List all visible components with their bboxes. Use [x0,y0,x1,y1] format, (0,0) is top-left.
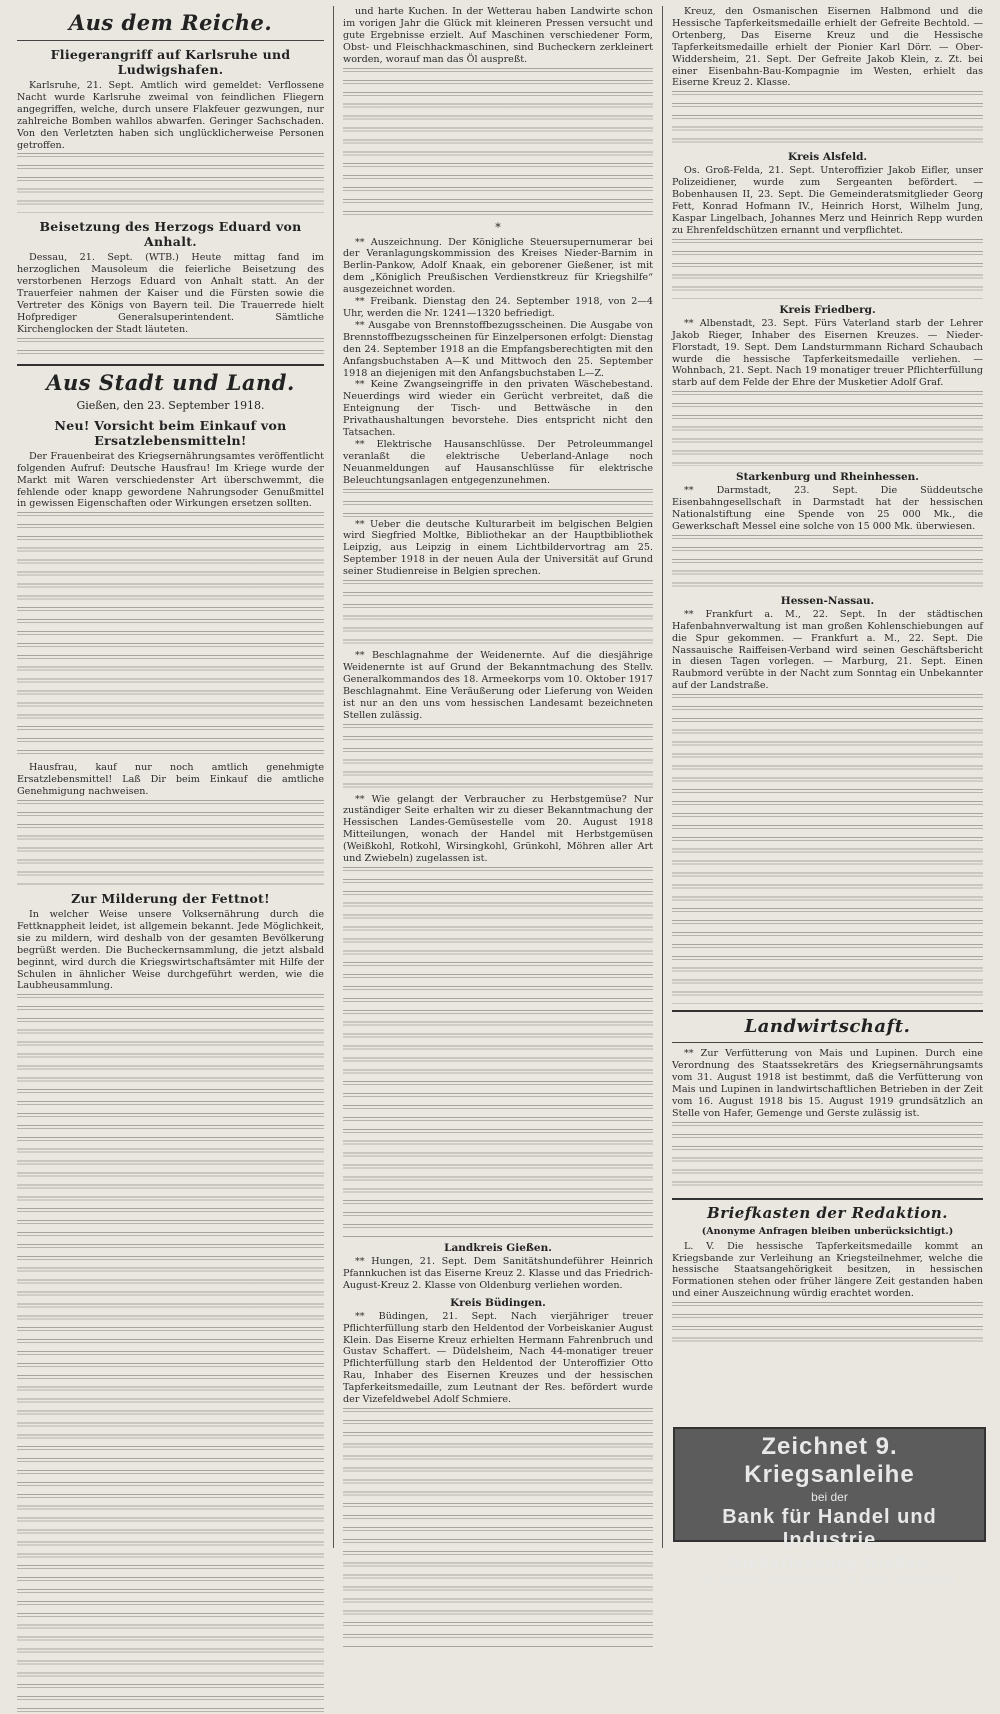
headline-landkreis-giessen: Landkreis Gießen. [444,1241,552,1254]
headline-kreis-alsfeld: Kreis Alsfeld. [787,151,868,164]
dense-text-block [17,512,324,762]
article-waesche: ** Keine Zwangseingriffe in den privaten Wäschebestand. Neuerdings wird wieder ein Gerücht verbreitet, daß die Enteignung der Tisch- und Bettwäsche in den Privathaushaltungen bevorstehe. Dies entspricht nicht den Tatsachen. [343,379,653,439]
headline-vorsicht: Neu! Vorsicht beim Einkauf von Ersatzlebensmitteln! [54,417,287,448]
column-middle [333,6,662,1548]
headline-kreis-buedingen: Kreis Büdingen. [450,1296,546,1309]
headline-kreis-friedberg: Kreis Friedberg. [779,303,876,316]
article-herbstgemuese: ** Wie gelangt der Verbraucher zu Herbstgemüse? Nur zuständiger Seite erhalten wir zu dieser Bekanntmachung der Hessischen Landes-Gemüsestelle vom 20. August 1918 Mitteilungen, wonach der Handel mit Herbstgemüsen (Weißkohl, Rotkohl, Wirsingkohl, Grünkohl, Möhren aller Art und Zwiebeln) zugelassen ist. [343,793,653,865]
article-auszeichnung: ** Auszeichnung. Der Königliche Steuersupernumerar bei der Veranlagungskommission des Kreises Nieder-Barnim in Berlin-Pankow, Adolf Knaak, ein geborener Gießener, ist mit dem „Königlich Preußischen Verdienstkreuz für Kriegshilfe“ ausgezeichnet worden. [343,236,653,296]
dense-text-block [672,391,983,466]
dense-text-block [343,68,653,218]
dense-text-block [672,1122,983,1192]
article-landwirtschaft: ** Zur Verfütterung von Mais und Lupinen. Durch eine Verordnung des Staatssekretärs des Kriegsernährungsamts vom 31. August 1918 ist bestimmt, daß die Verfütterung von Mais und Lupinen in landwirtschaftlichen Betrieben in der Zeit vom 16. August 1918 bis 15. August 1919 grundsätzlich an Stelle von Hafer, Gemenge und Gerste zulässig ist. [672,1048,983,1119]
section-title-briefkasten: Briefkasten der Redaktion. [707,1203,948,1222]
column-right [662,6,992,1586]
dense-text-block [17,994,324,1714]
article-nassau: ** Frankfurt a. M., 22. Sept. In der städtischen Hafenbahnverwaltung ist man großen Kohlenschiebungen auf die Spur gekommen. — Frankfurt a. M., 22. Sept. Die Nassauische Raiffeisen-Verband wird seinen Geschäftsbericht in diesen Tagen vorlegen. — Marburg, 21. Sept. Einen Raubmord verübte in der Nacht zum Sonntag ein Unbekannter auf der Landstraße. [672,608,983,692]
article-brennstoff: ** Ausgabe von Brennstoffbezugsscheinen. Die Ausgabe von Brennstoffbezugsscheinen für Einzelpersonen erfolgt: Dienstag den 24. September 1918 an die Empfangsberechtigten mit den Anfangsbuchstaben A—K und Mittwoch den 25. September 1918 an diejenigen mit den Anfangsbuchstaben L—Z. [343,319,653,379]
headline-hessen-nassau: Hessen-Nassau. [780,594,875,607]
divider [672,1198,983,1200]
article-alsfeld: Os. Groß-Felda, 21. Sept. Unteroffizier Jakob Eifler, unser Polizeidiener, wurde zum Sergeanten befördert. — Bobenhausen II, 23. Sept. Die Gemeinderatsmitglieder Georg Fett, Konrad Hofmann IV., Heinrich Horst, Wilhelm Jung, Kaspar Lingelbach, Johannes Merz und Heinrich Repp wurden zu Ehrenfeldschützen ernannt und verpflichtet. [672,165,983,236]
dense-text-block [17,800,324,885]
article-hausfrau: Hausfrau, kauf nur noch amtlich genehmigte Ersatzlebensmittel! Laß Dir beim Einkauf die amtliche Genehmigung nachweisen. [17,762,324,798]
ad-address: in Gießen, Johannesstr. 1, Ecke Neuenweg [703,1574,956,1586]
divider [17,364,324,366]
article-friedberg: ** Albenstadt, 23. Sept. Fürs Vaterland starb der Lehrer Jakob Rieger, Inhaber des Eisernen Kreuzes. — Nieder-Florstadt, 19. Sept. Dem Landsturmmann Richard Schaubach wurde die hessische Tapferkeitsmedaille verliehen. — Wohnbach, 21. Sept. Nach 19 monatiger treuer Pflichterfüllung starb auf dem Felde der Ehre der Musketier Adolf Graf. [672,317,983,389]
article-kulturarbeit: ** Ueber die deutsche Kulturarbeit im belgischen Belgien wird Siegfried Moltke, Bibliothekar an der Hauptbibliothek Leipzig, aus Leipzig in einem Lichtbildervortrag am 25. September 1918 in der neuen Aula der Universität auf Grund seiner Studienreise in Belgien sprechen. [343,518,653,578]
article-buedingen: ** Büdingen, 21. Sept. Nach vierjähriger treuer Pflichterfüllung starb den Heldentod der Vorbeiskanier August Klein. Das Eiserne Kreuz erhielten Hermann Fahrenbruch und Gustav Schaffert. — Düdelsheim, Nach 44-monatiger treuer Pflichterfüllung starb den Heldentod der Unteroffizier Otto Rau, Inhaber des Eisernen Kreuzes und der hessischen Tapferkeitsmedaille, zum Leutnant der Res. befördert wurde der Vizefeldwebel Adolf Schmiere. [343,1310,653,1406]
dense-text-block [672,91,983,146]
section-title-reich: Aus dem Reiche. [68,10,273,35]
article-vorsicht: Der Frauenbeirat des Kriegsernährungsamtes veröffentlicht folgenden Aufruf: Deutsche Hausfrau! Im Kriege wurde der Markt mit Waren verschiedenster Art überschwemmt, die fehlende oder knapp gewordene Nahrungsoder Genußmittel in gewissen Eigenschaften oder Wirkungen ersetzen sollten. [17,450,324,510]
article-bucheckern-cont: und harte Kuchen. In der Wetterau haben Landwirte schon im vorigen Jahr die Glück mit kleineren Pressen versucht und gute Ergebnisse erzielt. Auf Maschinen verschiedener Form, Obst- und Fleischhackmaschinen, sind Bucheckern zerkleinert worden, worauf man das Öl auspreßt. [343,6,653,65]
headline-milderung: Zur Milderung der Fettnot! [71,891,270,907]
article-fliegerangriff: Karlsruhe, 21. Sept. Amtlich wird gemeldet: Verflossene Nacht wurde Karlsruhe zweimal von feindlichen Fliegern angegriffen, welche, durch unsere Flakfeuer gezwungen, nur zahlreiche Bomben wahllos abwarfen. Geringer Sachschaden. Von den Verletzten haben sich unglücklicherweise Personen getroffen. [17,80,324,151]
article-freibank: ** Freibank. Dienstag den 24. September 1918, von 2—4 Uhr, werden die Nr. 1241—1320 befriedigt. [343,296,653,319]
ad-bank-name: Bank für Handel und Industrie [722,1506,937,1551]
briefkasten-note: (Anonyme Anfragen bleiben unberücksichtigt.) [701,1225,954,1237]
dense-text-block [343,1408,653,1648]
dense-text-block [343,580,653,650]
column-left [8,6,333,1548]
ad-line-bei-der: bei der [811,1490,848,1504]
dense-text-block [672,535,983,590]
advertisement-kriegsanleihe [673,1427,986,1586]
dense-text-block [672,694,983,1004]
article-hungen: ** Hungen, 21. Sept. Dem Sanitätshundeführer Heinrich Pfannkuchen ist das Eiserne Kreuz 2. Klasse und das Friedrich-August-Kreuz 2. Klasse von Oldenburg verliehen worden. [343,1255,653,1291]
dense-text-block [343,867,653,1237]
headline-starkenburg: Starkenburg und Rheinhessen. [736,471,919,484]
ad-headline: Zeichnet 9. Kriegsanleihe [744,1433,915,1488]
dense-text-block [343,489,653,519]
article-elektrisch: ** Elektrische Hausanschlüsse. Der Petroleummangel veranlaßt die elektrische Ueberland-Anlage noch Neuanmeldungen auf Hausanschlüsse für elektrische Beleuchtungsanlagen entgegenzunehmen. [343,438,653,486]
article-darmstadt: ** Darmstadt, 23. Sept. Die Süddeutsche Eisenbahngesellschaft in Darmstadt hat der hessischen Nationalstiftung eine Spende von 25 000 Mk., die Gewerkschaft Messel eine solche von 15 000 Mk. überwiesen. [672,485,983,532]
headline-beisetzung: Beisetzung des Herzogs Eduard von Anhalt. [39,219,302,250]
ad-branch: Niederlassung Gießen [730,1554,929,1571]
divider [17,40,324,41]
dense-text-block [343,724,653,794]
article-milderung: In welcher Weise unsere Volksernährung durch die Fettknappheit leidet, ist allgemein bekannt. Jede Möglichkeit, sie zu mildern, wird deshalb von der gesamten Bevölkerung begrüßt werden. Die Bucheckernsammlung, die jetzt alsbald beginnt, wird durch die Kriegswirtschaftsämter mit Hilfe der Schulen in ähnlicher Weise durchgeführt werden, wie die Laubheusammlung. [17,909,324,992]
article-briefkasten: L. V. Die hessische Tapferkeitsmedaille kommt an Kriegsbande zur Verleihung an Kriegsteilnehmer, welche die hessische Staatsangehörigkeit besitzen, in hessischen Formationen stehen oder früher längere Zeit gestanden haben und einer Auszeichnung würdig erachtet worden. [672,1240,983,1300]
headline-fliegerangriff: Fliegerangriff auf Karlsruhe und Ludwigshafen. [50,47,291,77]
dense-text-block [672,239,983,299]
divider [672,1010,983,1012]
divider [672,1042,983,1043]
separator-star: * [495,220,501,234]
article-ortenberg: Kreuz, den Osmanischen Eisernen Halbmond und die Hessische Tapferkeitsmedaille erhielt der Gefreite Bechtold. — Ortenberg, Das Eiserne Kreuz und die Hessische Tapferkeitsmedaille erhielt der Pionier Karl Dörr. — Ober-Widdersheim, 21. Sept. Der Gefreite Jakob Klein, z. Zt. bei einer Eisenbahn-Bau-Kompagnie im Westen, erhielt das Eiserne Kreuz 2. Klasse. [672,6,983,89]
dense-text-block [17,338,324,358]
dateline: Gießen, den 23. September 1918. [76,398,265,412]
article-beisetzung: Dessau, 21. Sept. (WTB.) Heute mittag fand im herzoglichen Mausoleum die feierliche Beisetzung des verstorbenen Herzogs Eduard von Anhalt statt. An der Trauerfeier nahmen der Kaiser und die Fürsten sowie die Vertreter des Königs von Bayern teil. Die Trauerrede hielt Hofprediger Generalsuperintendent. Sämtliche Kirchenglocken der Stadt läuteten. [17,252,324,335]
article-weidenernte: ** Beschlagnahme der Weidenernte. Auf die diesjährige Weidenernte ist auf Grund der Bekanntmachung des Stellv. Generalkommandos des 18. Armeekorps vom 10. Oktober 1917 Beschlagnahmt. Eine Veräußerung oder Lieferung von Weiden ist nur an den uns vom hessischen Landesamt bezeichneten Stellen zulässig. [343,650,653,721]
dense-text-block [672,1302,983,1342]
dense-text-block [17,153,324,213]
section-title-landwirtschaft: Landwirtschaft. [744,1016,911,1038]
section-title-stadt-land: Aus Stadt und Land. [46,369,295,395]
